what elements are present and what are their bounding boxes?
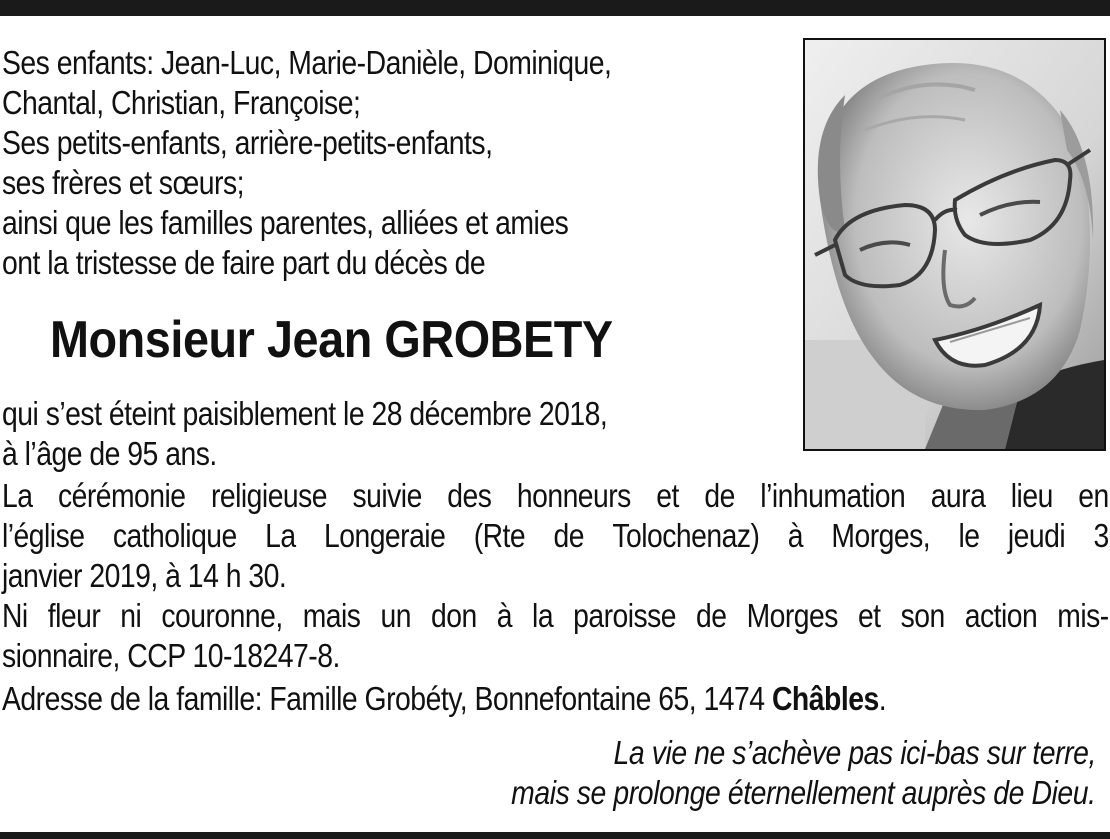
word: de (696, 597, 727, 634)
intro-line-children-cont: Chantal, Christian, Françoise; (2, 84, 361, 121)
word: don (431, 597, 477, 634)
word: cérémonie (57, 477, 186, 514)
word: ni (120, 597, 142, 634)
death-age-line: à l’âge de 95 ans. (2, 435, 217, 472)
ceremony-line-1 (2, 476, 1109, 516)
word: en (1078, 477, 1109, 514)
word: des (447, 477, 492, 514)
word: de (704, 477, 735, 514)
word: Ni (2, 597, 28, 634)
word: suivie (352, 477, 422, 514)
word: fleur (47, 597, 101, 634)
word: mais (302, 597, 361, 634)
word: couronne, (161, 597, 283, 634)
word: le (958, 517, 980, 554)
word: un (380, 597, 411, 634)
word: à (787, 517, 804, 554)
word: Morges, (831, 517, 931, 554)
donation-line-1 (2, 596, 1109, 636)
word: La (265, 517, 296, 554)
top-rule (0, 0, 1110, 16)
intro-line-siblings: ses frères et sœurs; (2, 164, 245, 201)
word: et (857, 597, 881, 634)
bottom-rule (0, 832, 1110, 839)
word: la (532, 597, 554, 634)
portrait-photo (803, 38, 1106, 451)
word: l’église (2, 517, 85, 554)
word: paroisse (573, 597, 677, 634)
ceremony-line-2 (2, 516, 1109, 556)
deceased-name: Monsieur Jean GROBETY (50, 311, 613, 369)
word: honneurs (516, 477, 631, 514)
word: Longeraie (324, 517, 446, 554)
address-prefix: Adresse de la famille: Famille Grobéty, Bonnefontaine 65, 1474 (2, 680, 772, 717)
word: (Rte (473, 517, 526, 554)
intro-line-grandchildren: Ses petits-enfants, arrière-petits-enfants, (2, 124, 493, 161)
word: religieuse (210, 477, 328, 514)
ceremony-line-3: janvier 2019, à 14 h 30. (2, 557, 287, 594)
word: l’inhumation (760, 477, 906, 514)
word: 3 (1093, 517, 1109, 554)
word: Morges (746, 597, 838, 634)
word: lieu (1010, 477, 1053, 514)
word: son (900, 597, 945, 634)
word: catholique (112, 517, 237, 554)
word: et (656, 477, 679, 514)
address-suffix: . (878, 680, 887, 717)
intro-line-families: ainsi que les familles parentes, alliées et amies (2, 204, 569, 241)
death-date-line: qui s’est éteint paisiblement le 28 décembre 2018, (2, 395, 608, 432)
word: de (553, 517, 585, 554)
word: à (496, 597, 513, 634)
family-address (2, 679, 886, 719)
intro-line-children: Ses enfants: Jean-Luc, Marie-Danièle, Dominique, (2, 44, 612, 81)
word: aura (930, 477, 986, 514)
word: Tolochenaz) (612, 517, 760, 554)
word: action (964, 597, 1038, 634)
donation-line-2: sionnaire, CCP 10-18247-8. (2, 637, 340, 674)
quote-line-2: mais se prolonge éternellement auprès de Dieu. (511, 774, 1096, 811)
quote-line-1: La vie ne s’achève pas ici-bas sur terre, (613, 734, 1096, 771)
word: jeudi (1007, 517, 1066, 554)
word: La (2, 477, 33, 514)
address-city: Châbles (771, 680, 879, 717)
word: mis- (1057, 597, 1109, 634)
intro-line-announcement: ont la tristesse de faire part du décès de (2, 244, 486, 281)
